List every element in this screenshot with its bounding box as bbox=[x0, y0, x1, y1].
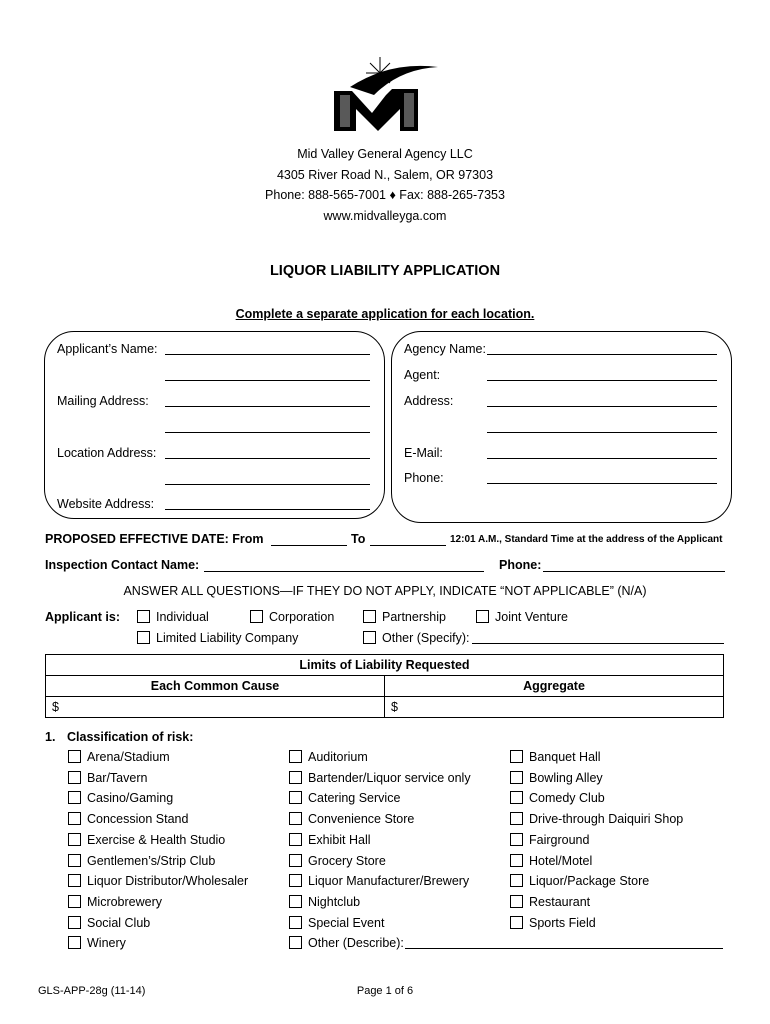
class-option[interactable]: Concession Stand bbox=[68, 812, 188, 826]
agency-phone-label: Phone: bbox=[404, 471, 444, 485]
class-option[interactable]: Convenience Store bbox=[289, 812, 414, 826]
class-option[interactable]: Special Event bbox=[289, 916, 384, 930]
checkbox[interactable] bbox=[289, 833, 302, 846]
mailing-address-field-2[interactable] bbox=[165, 432, 370, 433]
agency-info-box bbox=[391, 331, 732, 523]
company-website: www.midvalleyga.com bbox=[323, 209, 447, 223]
limits-table bbox=[45, 654, 724, 718]
checkbox[interactable] bbox=[289, 916, 302, 929]
class-option[interactable]: Banquet Hall bbox=[510, 750, 601, 764]
checkbox[interactable] bbox=[510, 874, 523, 887]
class-option[interactable]: Gentlemen’s/Strip Club bbox=[68, 854, 215, 868]
class-option[interactable]: Bowling Alley bbox=[510, 771, 603, 785]
applicant-name-label: Applicant’s Name: bbox=[57, 342, 158, 356]
class-option[interactable]: Liquor Manufacturer/Brewery bbox=[289, 874, 469, 888]
agent-field[interactable] bbox=[487, 380, 717, 381]
checkbox[interactable] bbox=[289, 791, 302, 804]
class-option[interactable]: Microbrewery bbox=[68, 895, 162, 909]
effective-from-field[interactable] bbox=[271, 545, 347, 546]
classification-heading: Classification of risk: bbox=[67, 730, 194, 744]
inspection-phone-label: Phone: bbox=[499, 558, 542, 572]
class-option[interactable]: Sports Field bbox=[510, 916, 596, 930]
limits-col-aggregate: Aggregate bbox=[385, 676, 724, 697]
checkbox[interactable] bbox=[510, 833, 523, 846]
applicant-name-field[interactable] bbox=[165, 354, 370, 355]
form-id: GLS-APP-28g (11-14) bbox=[38, 985, 146, 997]
inspection-contact-field[interactable] bbox=[204, 571, 484, 572]
aggregate-field[interactable] bbox=[385, 697, 724, 718]
checkbox[interactable] bbox=[68, 771, 81, 784]
checkbox[interactable] bbox=[289, 750, 302, 763]
checkbox[interactable] bbox=[68, 936, 81, 949]
mailing-address-field[interactable] bbox=[165, 406, 370, 407]
option-corporation[interactable]: Corporation bbox=[250, 610, 334, 624]
class-option-other[interactable]: Other (Describe): bbox=[289, 936, 404, 950]
applicant-name-field-2[interactable] bbox=[165, 380, 370, 381]
checkbox-individual[interactable] bbox=[137, 610, 150, 623]
class-option[interactable]: Drive-through Daiquiri Shop bbox=[510, 812, 683, 826]
class-option[interactable]: Exercise & Health Studio bbox=[68, 833, 225, 847]
checkbox[interactable] bbox=[68, 833, 81, 846]
class-option[interactable]: Hotel/Motel bbox=[510, 854, 592, 868]
location-address-label: Location Address: bbox=[57, 446, 157, 460]
checkbox-partnership[interactable] bbox=[363, 610, 376, 623]
checkbox[interactable] bbox=[68, 895, 81, 908]
checkbox[interactable] bbox=[510, 750, 523, 763]
class-option[interactable]: Liquor/Package Store bbox=[510, 874, 649, 888]
agent-label: Agent: bbox=[404, 368, 441, 382]
class-option[interactable]: Arena/Stadium bbox=[68, 750, 170, 764]
inspection-phone-field[interactable] bbox=[543, 571, 725, 572]
mailing-address-label: Mailing Address: bbox=[57, 394, 149, 408]
each-common-cause-field[interactable] bbox=[46, 697, 385, 718]
company-address: 4305 River Road N., Salem, OR 97303 bbox=[276, 168, 494, 182]
agency-name-label: Agency Name: bbox=[404, 342, 486, 356]
classification-number: 1. bbox=[45, 730, 56, 744]
applicant-is-label: Applicant is: bbox=[45, 610, 121, 624]
agency-address-label: Address: bbox=[404, 394, 454, 408]
checkbox[interactable] bbox=[68, 916, 81, 929]
effective-to-field[interactable] bbox=[370, 545, 446, 546]
class-option[interactable]: Social Club bbox=[68, 916, 150, 930]
checkbox[interactable] bbox=[68, 854, 81, 867]
agency-phone-field[interactable] bbox=[487, 483, 717, 484]
checkbox[interactable] bbox=[510, 771, 523, 784]
location-address-field[interactable] bbox=[165, 458, 370, 459]
form-title: LIQUOR LIABILITY APPLICATION bbox=[269, 263, 501, 279]
class-option[interactable]: Casino/Gaming bbox=[68, 791, 173, 805]
agency-address-field[interactable] bbox=[487, 406, 717, 407]
option-other[interactable]: Other (Specify): bbox=[363, 631, 470, 645]
checkbox[interactable] bbox=[289, 895, 302, 908]
effective-date-label: PROPOSED EFFECTIVE DATE: From bbox=[45, 532, 264, 546]
currency-symbol: $ bbox=[52, 700, 59, 714]
instructions-text: ANSWER ALL QUESTIONS—IF THEY DO NOT APPLY, INDICATE “NOT APPLICABLE” (N/A) bbox=[123, 584, 647, 598]
other-specify-field[interactable] bbox=[472, 643, 724, 644]
inspection-contact-label: Inspection Contact Name: bbox=[45, 558, 200, 572]
company-name: Mid Valley General Agency LLC bbox=[297, 147, 473, 161]
option-joint-venture[interactable]: Joint Venture bbox=[476, 610, 568, 624]
checkbox[interactable] bbox=[510, 916, 523, 929]
class-option[interactable]: Exhibit Hall bbox=[289, 833, 371, 847]
checkbox-joint-venture[interactable] bbox=[476, 610, 489, 623]
limits-title: Limits of Liability Requested bbox=[46, 655, 724, 676]
checkbox[interactable] bbox=[289, 812, 302, 825]
checkbox[interactable] bbox=[289, 874, 302, 887]
class-option[interactable]: Bar/Tavern bbox=[68, 771, 147, 785]
option-partnership[interactable]: Partnership bbox=[363, 610, 446, 624]
form-subtitle: Complete a separate application for each location. bbox=[235, 307, 535, 321]
location-address-field-2[interactable] bbox=[165, 484, 370, 485]
class-option[interactable]: Auditorium bbox=[289, 750, 368, 764]
option-individual[interactable]: Individual bbox=[137, 610, 209, 624]
class-option[interactable]: Bartender/Liquor service only bbox=[289, 771, 471, 785]
agency-email-label: E-Mail: bbox=[404, 446, 443, 460]
website-address-label: Website Address: bbox=[57, 497, 155, 511]
checkbox-other[interactable] bbox=[363, 631, 376, 644]
company-logo bbox=[330, 55, 442, 135]
applicant-info-box bbox=[44, 331, 385, 519]
agency-email-field[interactable] bbox=[487, 458, 717, 459]
checkbox-llc[interactable] bbox=[137, 631, 150, 644]
effective-to-label: To bbox=[351, 532, 366, 546]
checkbox[interactable] bbox=[510, 854, 523, 867]
checkbox[interactable] bbox=[68, 750, 81, 763]
checkbox[interactable] bbox=[289, 936, 302, 949]
class-option[interactable]: Comedy Club bbox=[510, 791, 605, 805]
option-llc[interactable]: Limited Liability Company bbox=[137, 631, 298, 645]
checkbox[interactable] bbox=[510, 812, 523, 825]
website-address-field[interactable] bbox=[165, 509, 370, 510]
company-phone-fax: Phone: 888-565-7001 ♦ Fax: 888-265-7353 bbox=[265, 188, 505, 202]
class-option[interactable]: Catering Service bbox=[289, 791, 400, 805]
class-option[interactable]: Liquor Distributor/Wholesaler bbox=[68, 874, 248, 888]
checkbox[interactable] bbox=[68, 812, 81, 825]
currency-symbol: $ bbox=[391, 700, 398, 714]
effective-time-note: 12:01 A.M., Standard Time at the address of the Applicant bbox=[450, 534, 723, 545]
agency-address-field-2[interactable] bbox=[487, 432, 717, 433]
checkbox[interactable] bbox=[510, 791, 523, 804]
checkbox[interactable] bbox=[68, 874, 81, 887]
checkbox[interactable] bbox=[289, 854, 302, 867]
checkbox[interactable] bbox=[68, 791, 81, 804]
class-option[interactable]: Grocery Store bbox=[289, 854, 386, 868]
class-option[interactable]: Winery bbox=[68, 936, 126, 950]
class-option[interactable]: Fairground bbox=[510, 833, 589, 847]
limits-col-each-common-cause: Each Common Cause bbox=[46, 676, 385, 697]
agency-name-field[interactable] bbox=[487, 354, 717, 355]
checkbox-corporation[interactable] bbox=[250, 610, 263, 623]
class-option[interactable]: Nightclub bbox=[289, 895, 360, 909]
page-number: Page 1 of 6 bbox=[356, 985, 414, 997]
checkbox[interactable] bbox=[289, 771, 302, 784]
checkbox[interactable] bbox=[510, 895, 523, 908]
class-option[interactable]: Restaurant bbox=[510, 895, 590, 909]
other-describe-field[interactable] bbox=[405, 948, 723, 949]
